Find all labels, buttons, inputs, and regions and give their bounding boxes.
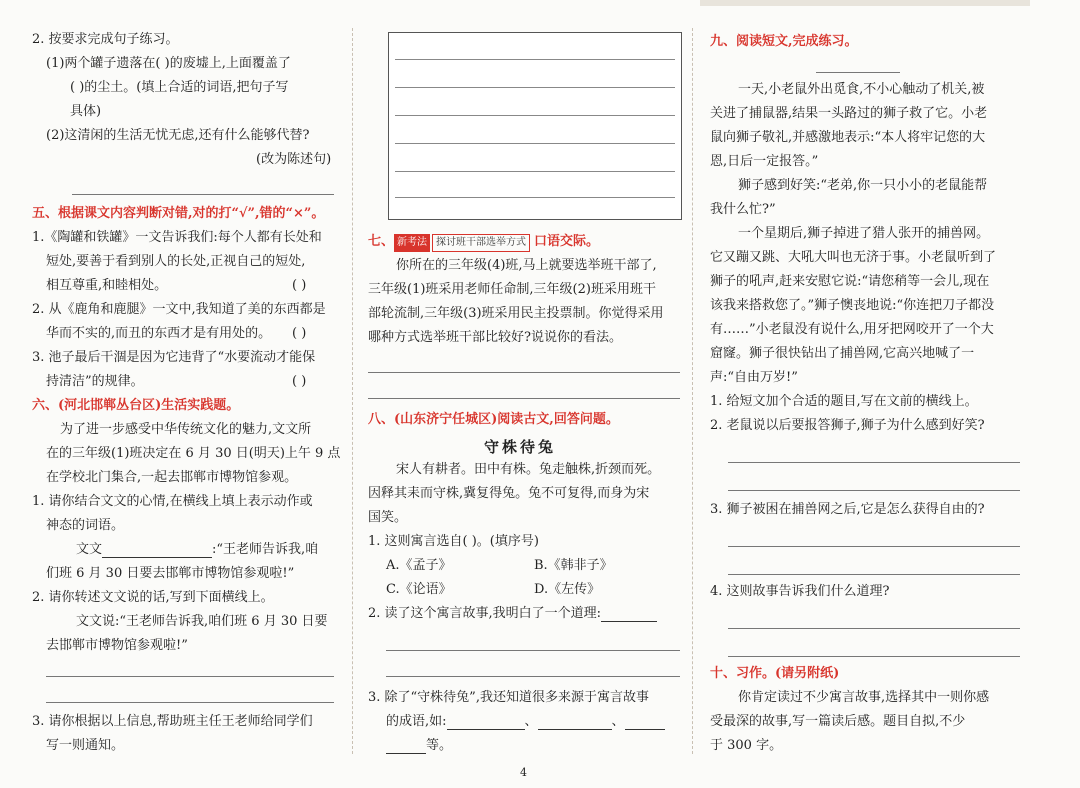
answer-line[interactable]	[728, 490, 1020, 491]
s8-q2-text: 2. 读了这个寓言故事,我明白了一个道理:	[368, 606, 602, 621]
separator: 、	[611, 714, 625, 729]
q2-2-line-a: (2)这清闲的生活无忧无虑,还有什么能够代替?	[46, 128, 310, 143]
fill-blank[interactable]	[447, 716, 525, 730]
option-b[interactable]: B.《韩非子》	[534, 558, 613, 573]
story-line-4: 恩,日后一定报答。”	[710, 154, 819, 169]
s7-title: 口语交际。	[534, 234, 600, 249]
answer-line[interactable]	[46, 676, 334, 677]
section-7-heading	[368, 234, 599, 252]
answer-line[interactable]	[728, 462, 1020, 463]
s5-q2-line-a: 2. 从《鹿角和鹿腿》一文中,我知道了美的东西都是	[32, 302, 326, 317]
topic-badge: 探讨班干部选举方式	[432, 234, 530, 252]
s8-para-2: 因释其耒而守株,冀复得兔。兔不可复得,而身为宋	[368, 486, 650, 501]
s7-para-4: 哪种方式选举班干部比较好?说说你的看法。	[368, 330, 622, 345]
s6-q1-line-d: 们班 6 月 30 日要去邯郸市博物馆参观啦!”	[46, 566, 295, 581]
option-d[interactable]: D.《左传》	[534, 582, 601, 597]
answer-paren[interactable]: ( )	[292, 326, 307, 341]
s6-para-1: 为了进一步感受中华传统文化的魅力,文文所	[60, 422, 312, 437]
s9-q1: 1. 给短文加个合适的题目,写在文前的横线上。	[710, 394, 978, 409]
fill-blank[interactable]	[601, 608, 657, 622]
answer-line[interactable]	[368, 398, 680, 399]
s5-q3-line-b: 持清洁”的规律。	[46, 374, 144, 389]
s6-q2-line-a: 2. 请你转述文文说的话,写到下面横线上。	[32, 590, 274, 605]
new-test-badge: 新考法	[394, 234, 430, 252]
box-line	[395, 59, 675, 60]
s7-para-3: 部轮流制,三年级(3)班采用民主投票制。你觉得采用	[368, 306, 664, 321]
story-line-12: 窟窿。狮子很快钻出了捕兽网,它高兴地喊了一	[710, 346, 975, 361]
section-5-heading: 五、根据课文内容判断对错,对的打“√”,错的“×”。	[32, 206, 325, 221]
s5-q1-line-c: 相互尊重,和睦相处。	[46, 278, 168, 293]
section-10-heading: 十、习作。(请另附纸)	[710, 666, 840, 681]
fill-blank[interactable]	[102, 544, 212, 558]
page-number: 4	[520, 766, 527, 779]
s9-q3: 3. 狮子被困在捕兽网之后,它是怎么获得自由的?	[710, 502, 985, 517]
story-line-8: 它又蹦又跳、大吼大叫也无济于事。小老鼠听到了	[710, 250, 997, 265]
s10-para-2: 受最深的故事,写一篇读后感。题目自拟,不少	[710, 714, 966, 729]
story-line-1: 一天,小老鼠外出觅食,不小心触动了机关,被	[738, 82, 985, 97]
option-a[interactable]: A.《孟子》	[386, 558, 452, 573]
s6-para-3: 在学校北门集合,一起去邯郸市博物馆参观。	[46, 470, 298, 485]
s8-q3-line-a: 3. 除了“守株待兔”,我还知道很多来源于寓言故事	[368, 690, 649, 705]
s6-q1-fill-line	[76, 542, 318, 558]
s6-q3-line-a: 3. 请你根据以上信息,帮助班主任王老师给同学们	[32, 714, 313, 729]
title-blank[interactable]	[816, 72, 900, 73]
answer-line[interactable]	[728, 628, 1020, 629]
story-line-6: 我什么忙?”	[710, 202, 776, 217]
s8-q2	[368, 606, 657, 622]
q2-2-line-b: (改为陈述句)	[256, 152, 332, 167]
answer-line[interactable]	[728, 546, 1020, 547]
fill-blank[interactable]	[386, 740, 426, 754]
box-line	[395, 143, 675, 144]
story-line-9: 狮子的吼声,赶来安慰它说:“请您稍等一会儿,现在	[710, 274, 990, 289]
separator: 、	[524, 714, 538, 729]
s6-q1-suffix: :“王老师告诉我,咱	[212, 542, 319, 557]
q2-1-line-b: ( )的尘土。(填上合适的词语,把句子写	[70, 80, 289, 95]
s7-para-2: 三年级(1)班采用老师任命制,三年级(2)班采用班干	[368, 282, 656, 297]
s8-q1: 1. 这则寓言选自( )。(填序号)	[368, 534, 539, 549]
answer-paren[interactable]: ( )	[292, 278, 307, 293]
story-line-7: 一个星期后,狮子掉进了猎人张开的捕兽网。	[738, 226, 990, 241]
s8-q3-line-b	[386, 714, 665, 730]
s7-number: 七、	[368, 234, 395, 249]
story-line-2: 关进了捕鼠器,结果一头路过的狮子救了它。小老	[710, 106, 988, 121]
answer-line[interactable]	[46, 702, 334, 703]
option-c[interactable]: C.《论语》	[386, 582, 452, 597]
s5-q1-line-a: 1.《陶罐和铁罐》一文告诉我们:每个人都有长处和	[32, 230, 322, 245]
answer-line[interactable]	[386, 676, 680, 677]
column-divider-left	[352, 28, 353, 754]
s9-q2: 2. 老鼠说以后要报答狮子,狮子为什么感到好笑?	[710, 418, 985, 433]
passage-title: 守株待兔	[484, 438, 557, 456]
s6-q1-line-b: 神态的词语。	[46, 518, 125, 533]
q2-1-line-a: (1)两个罐子遗落在( )的废墟上,上面覆盖了	[46, 56, 291, 71]
answer-line[interactable]	[728, 656, 1020, 657]
story-line-13: 声:“自由万岁!”	[710, 370, 798, 385]
answer-line[interactable]	[386, 650, 680, 651]
s10-para-1: 你肯定读过不少寓言故事,选择其中一则你感	[738, 690, 990, 705]
box-line	[395, 197, 675, 198]
fill-blank[interactable]	[538, 716, 612, 730]
top-edge-mark	[700, 0, 1030, 6]
s8-q3-end: 等。	[426, 738, 453, 753]
s8-q3-text: 的成语,如:	[386, 714, 447, 729]
column-divider-right	[692, 28, 693, 754]
writing-box[interactable]	[388, 32, 682, 220]
section-8-heading: 八、(山东济宁任城区)阅读古文,回答问题。	[368, 412, 619, 427]
story-line-10: 该我来搭救您了。”狮子懊丧地说:“你连把刀子都没	[710, 298, 995, 313]
answer-paren[interactable]: ( )	[292, 374, 307, 389]
s5-q1-line-b: 短处,要善于看到别人的长处,正视自己的短处,	[46, 254, 306, 269]
fill-blank[interactable]	[625, 716, 665, 730]
q2-1-line-c: 具体)	[70, 104, 102, 119]
s8-q3-line-c	[386, 738, 452, 754]
s8-para-1: 宋人有耕者。田中有株。兔走触株,折颈而死。	[396, 462, 661, 477]
s6-q3-line-b: 写一则通知。	[46, 738, 125, 753]
answer-line[interactable]	[368, 372, 680, 373]
s6-para-2: 在的三年级(1)班决定在 6 月 30 日(明天)上午 9 点	[46, 446, 341, 461]
s5-q2-line-b: 华而不实的,而丑的东西才是有用处的。	[46, 326, 272, 341]
box-line	[395, 115, 675, 116]
s6-q1-line-a: 1. 请你结合文文的心情,在横线上填上表示动作或	[32, 494, 313, 509]
box-line	[395, 87, 675, 88]
s7-para-1: 你所在的三年级(4)班,马上就要选举班干部了,	[396, 258, 657, 273]
q2-heading: 2. 按要求完成句子练习。	[32, 32, 179, 47]
s6-q2-line-b: 文文说:“王老师告诉我,咱们班 6 月 30 日要	[76, 614, 328, 629]
section-6-heading: 六、(河北邯郸丛台区)生活实践题。	[32, 398, 240, 413]
box-line	[395, 171, 675, 172]
s5-q3-line-a: 3. 池子最后干涸是因为它违背了“水要流动才能保	[32, 350, 316, 365]
answer-line[interactable]	[728, 574, 1020, 575]
s6-q1-prefix: 文文	[76, 542, 103, 557]
s9-q4: 4. 这则故事告诉我们什么道理?	[710, 584, 890, 599]
section-9-heading: 九、阅读短文,完成练习。	[710, 34, 858, 49]
s6-q2-line-c: 去邯郸市博物馆参观啦!”	[46, 638, 188, 653]
story-line-11: 有……”小老鼠没有说什么,用牙把网咬开了一个大	[710, 322, 994, 337]
s8-para-3: 国笑。	[368, 510, 408, 525]
s10-para-3: 于 300 字。	[710, 738, 783, 753]
story-line-5: 狮子感到好笑:“老弟,你一只小小的老鼠能帮	[738, 178, 988, 193]
story-line-3: 鼠向狮子敬礼,并感激地表示:“本人将牢记您的大	[710, 130, 986, 145]
answer-line[interactable]	[72, 194, 334, 195]
